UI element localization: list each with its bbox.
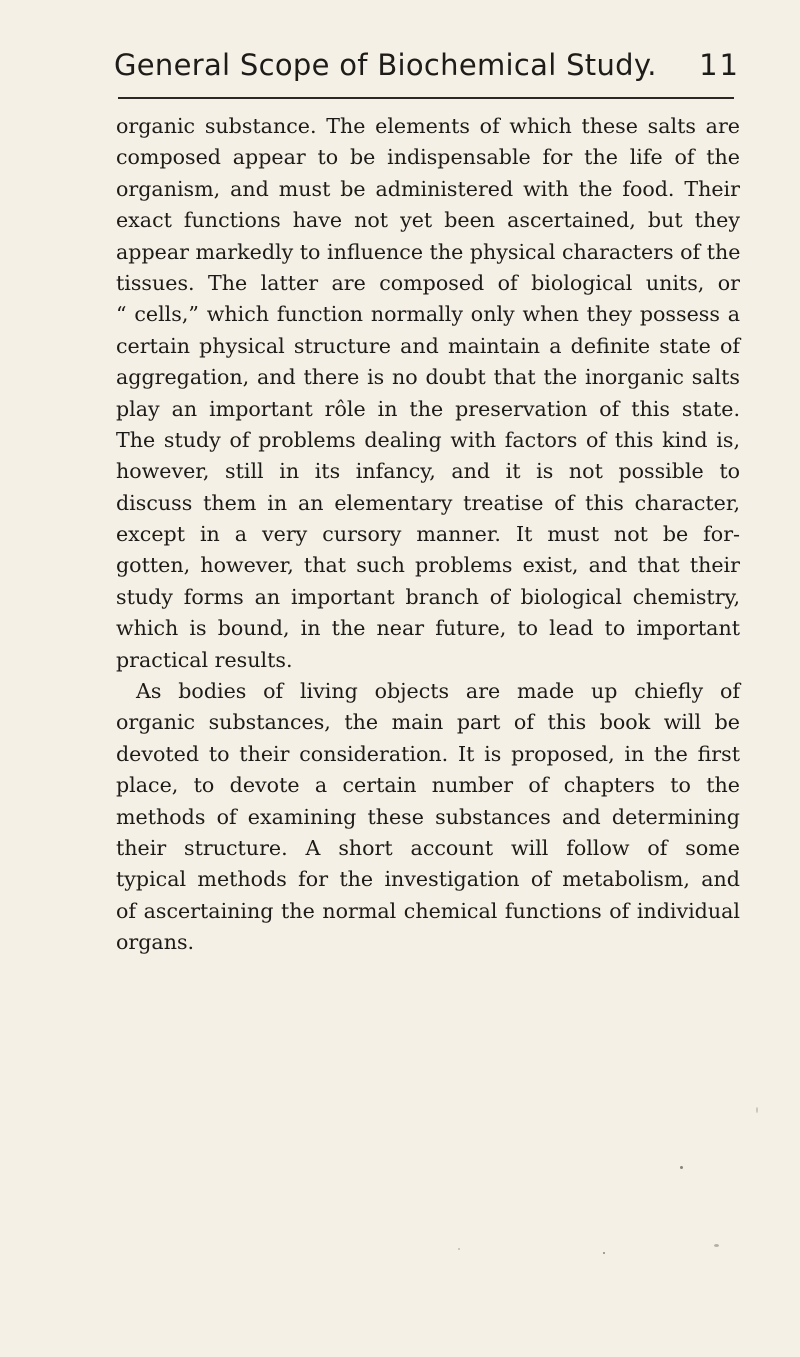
text-line: “ cells,” which function normally only when they possess a xyxy=(116,302,740,327)
text-line: devoted to their consideration. It is proposed, in the first xyxy=(116,741,740,766)
text-line: organism, and must be administered with the food. Their xyxy=(116,176,740,201)
paper-speck xyxy=(714,1244,719,1247)
text-line: their structure. A short account will follow of some xyxy=(116,835,740,860)
text-line: place, to devote a certain number of chapters to the xyxy=(116,773,740,798)
paper-speck xyxy=(458,1248,460,1250)
text-line: aggregation, and there is no doubt that the inorganic salts xyxy=(116,365,740,390)
header-rule xyxy=(118,97,734,99)
text-line: which is bound, in the near future, to lead to important xyxy=(116,616,740,641)
text-line: study forms an important branch of biological chemistry, xyxy=(116,584,740,609)
text-line: The study of problems dealing with factors of this kind is, xyxy=(116,427,740,452)
text-line: appear markedly to influence the physical characters of the xyxy=(116,239,741,264)
running-title: General Scope of Biochemical Study. xyxy=(114,48,657,82)
text-line: however, still in its infancy, and it is not possible to xyxy=(116,459,740,484)
text-line: organs. xyxy=(116,930,195,955)
body-text xyxy=(116,111,740,959)
text-line: play an important rôle in the preservation of this state. xyxy=(116,396,740,421)
paper-speck xyxy=(680,1166,683,1169)
text-line: As bodies of living objects are made up chiefly of xyxy=(136,679,740,704)
text-line: certain physical structure and maintain a definite state of xyxy=(116,333,740,358)
text-line: tissues. The latter are composed of biological units, or xyxy=(116,270,740,295)
text-line: gotten, however, that such problems exist, and that their xyxy=(116,553,740,578)
running-header xyxy=(112,42,740,90)
paper-speck xyxy=(603,1252,605,1254)
text-line: typical methods for the investigation of metabolism, and xyxy=(116,867,740,892)
text-line: organic substances, the main part of this book will be xyxy=(116,710,740,735)
text-line: organic substance. The elements of which these salts are xyxy=(116,114,740,138)
text-line: methods of examining these substances and determining xyxy=(116,804,740,829)
text-line: of ascertaining the normal chemical functions of individual xyxy=(116,898,740,923)
page-number: 11 xyxy=(699,48,740,82)
paragraph-1 xyxy=(116,111,740,676)
paper-speck xyxy=(756,1107,758,1113)
paragraph-2 xyxy=(116,676,740,959)
text-line: exact functions have not yet been ascertained, but they xyxy=(116,208,740,233)
text-line: practical results. xyxy=(116,647,293,672)
text-line: except in a very cursory manner. It must not be for- xyxy=(116,522,740,547)
text-line: discuss them in an elementary treatise of this character, xyxy=(116,490,740,515)
text-line: composed appear to be indispensable for the life of the xyxy=(116,145,740,170)
